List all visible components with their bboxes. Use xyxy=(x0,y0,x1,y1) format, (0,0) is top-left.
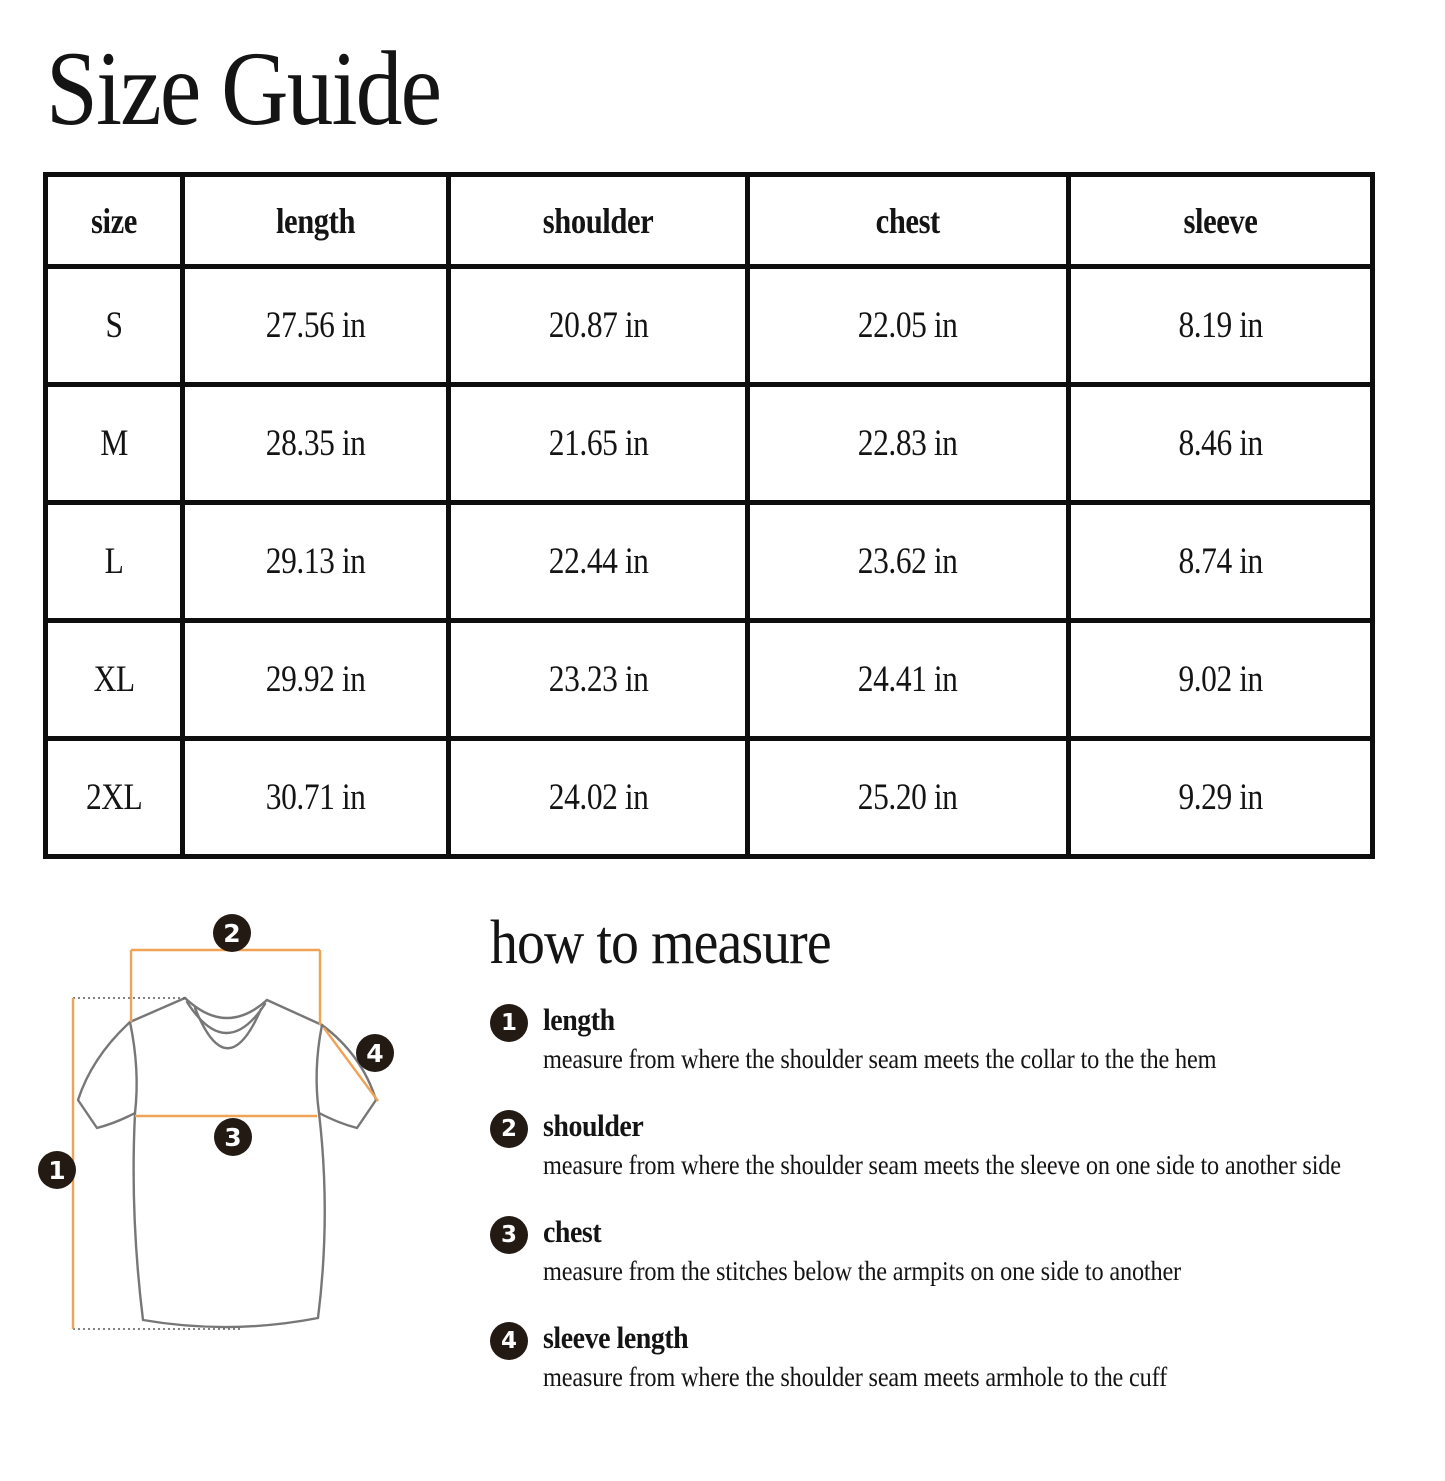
size-table-body xyxy=(46,267,1373,857)
svg-text:4: 4 xyxy=(366,1039,384,1068)
table-row-m xyxy=(46,385,1373,503)
page-title: Size Guide xyxy=(46,30,441,147)
measure-list xyxy=(490,1002,1420,1393)
table-row-s xyxy=(46,267,1373,385)
cell-shoulder: 23.23 in xyxy=(449,621,748,739)
measure-item-title: length xyxy=(543,1002,615,1038)
cell-chest: 23.62 in xyxy=(747,503,1068,621)
number-4-badge: 4 xyxy=(490,1322,528,1360)
cell-length: 29.13 in xyxy=(182,503,449,621)
how-to-measure-heading: how to measure xyxy=(490,909,831,977)
svg-text:2: 2 xyxy=(223,919,241,948)
cell-length: 30.71 in xyxy=(182,739,449,857)
cell-chest: 24.41 in xyxy=(747,621,1068,739)
cell-shoulder: 21.65 in xyxy=(449,385,748,503)
cell-chest: 25.20 in xyxy=(747,739,1068,857)
size-table xyxy=(43,172,1375,859)
measure-item-sleeve-length xyxy=(490,1320,1420,1393)
measure-item-chest xyxy=(490,1214,1420,1287)
cell-sleeve: 8.46 in xyxy=(1069,385,1373,503)
number-3-badge: 3 xyxy=(490,1216,528,1254)
measure-item-description: measure from the stitches below the armpits on one side to another xyxy=(543,1256,1181,1287)
number-2-badge: 2 xyxy=(490,1110,528,1148)
header-cell-shoulder: shoulder xyxy=(449,175,748,267)
measure-item-shoulder xyxy=(490,1108,1420,1181)
header-cell-length: length xyxy=(182,175,449,267)
marker-3-badge xyxy=(214,1118,252,1156)
cell-length: 27.56 in xyxy=(182,267,449,385)
measure-item-description: measure from where the shoulder seam meets armhole to the cuff xyxy=(543,1362,1168,1393)
measure-item-description: measure from where the shoulder seam meets the collar to the the hem xyxy=(543,1044,1217,1075)
cell-sleeve: 8.74 in xyxy=(1069,503,1373,621)
svg-text:1: 1 xyxy=(48,1156,66,1185)
table-row-2xl xyxy=(46,739,1373,857)
cell-sleeve: 9.02 in xyxy=(1069,621,1373,739)
header-cell-sleeve: sleeve xyxy=(1069,175,1373,267)
measure-item-title: sleeve length xyxy=(543,1320,689,1356)
cell-size: XL xyxy=(46,621,183,739)
marker-4-badge xyxy=(356,1034,394,1072)
cell-size: L xyxy=(46,503,183,621)
cell-size: 2XL xyxy=(46,739,183,857)
table-row-xl xyxy=(46,621,1373,739)
tshirt-measurement-diagram xyxy=(30,895,462,1395)
marker-1-badge xyxy=(38,1151,76,1189)
header-cell-chest: chest xyxy=(747,175,1068,267)
how-to-measure-column xyxy=(490,895,1420,1426)
tshirt-diagram xyxy=(30,895,462,1400)
measure-item-description: measure from where the shoulder seam meets the sleeve on one side to another side xyxy=(543,1150,1341,1181)
cell-length: 29.92 in xyxy=(182,621,449,739)
cell-sleeve: 9.29 in xyxy=(1069,739,1373,857)
marker-2-badge xyxy=(213,914,251,952)
svg-text:3: 3 xyxy=(224,1123,242,1152)
cell-shoulder: 22.44 in xyxy=(449,503,748,621)
cell-length: 28.35 in xyxy=(182,385,449,503)
measure-item-title: shoulder xyxy=(543,1108,644,1144)
header-cell-size: size xyxy=(46,175,183,267)
cell-chest: 22.05 in xyxy=(747,267,1068,385)
cell-sleeve: 8.19 in xyxy=(1069,267,1373,385)
number-1-badge: 1 xyxy=(490,1004,528,1042)
table-row-l xyxy=(46,503,1373,621)
cell-shoulder: 20.87 in xyxy=(449,267,748,385)
cell-size: S xyxy=(46,267,183,385)
measure-item-length xyxy=(490,1002,1420,1075)
shoulder-measure-line xyxy=(131,950,320,1025)
cell-size: M xyxy=(46,385,183,503)
how-to-measure-section xyxy=(0,895,1445,1426)
tshirt-outline-icon xyxy=(78,998,376,1327)
measure-item-title: chest xyxy=(543,1214,602,1250)
header-row xyxy=(46,175,1373,267)
size-table-header xyxy=(46,175,1373,267)
cell-shoulder: 24.02 in xyxy=(449,739,748,857)
cell-chest: 22.83 in xyxy=(747,385,1068,503)
